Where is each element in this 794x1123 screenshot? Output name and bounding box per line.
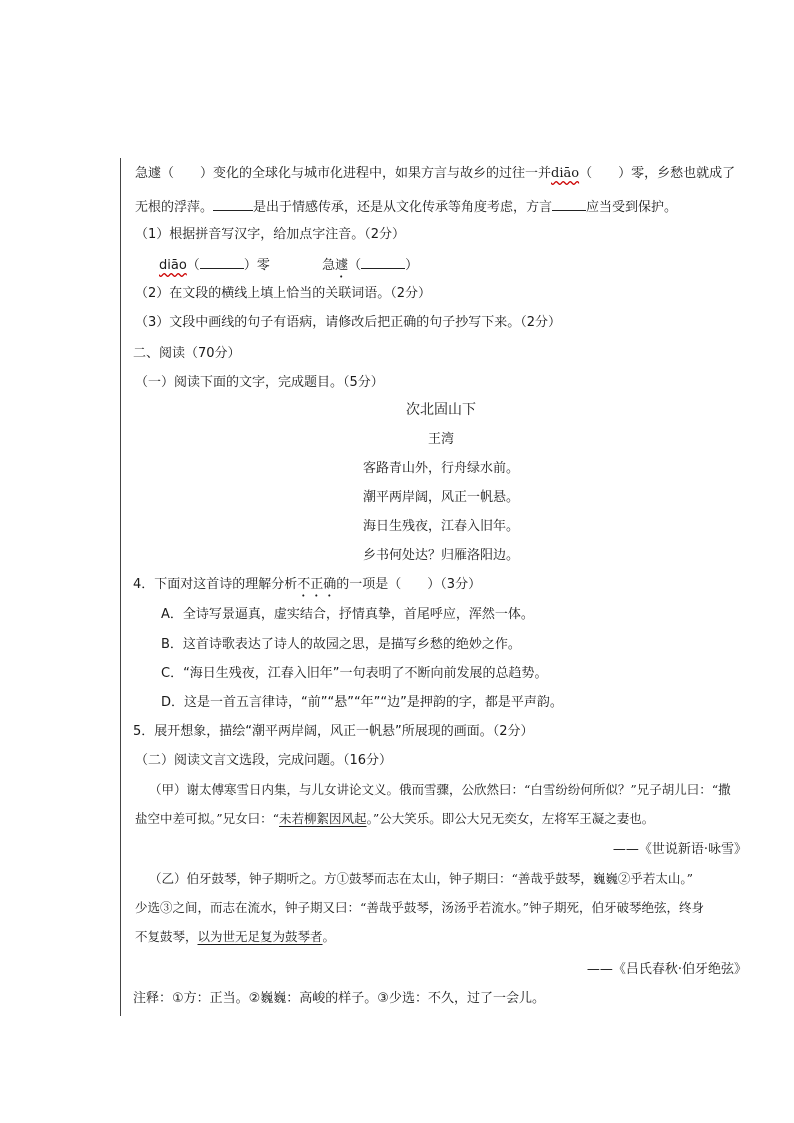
q3-answer-row: diāo（ ）零 急遽（ ）	[159, 258, 419, 273]
jia-source: ——《世说新语·咏雪》	[612, 842, 747, 857]
blank-line[interactable]	[552, 198, 586, 211]
jia-text: 。”公大笑乐。即公大兄无奕女，左将军王凝之妻也。	[366, 811, 655, 826]
passage-text: 是出于情感传承，还是从文化传承等角度考虑，方言	[253, 200, 553, 215]
jia-line-2	[135, 811, 654, 827]
answer-blank-ju[interactable]	[361, 256, 405, 269]
poem-line: 海日生残夜，江春入旧年。	[362, 519, 519, 534]
blank-line[interactable]	[213, 198, 253, 211]
poem-line: 乡书何处达？归雁洛阳边。	[362, 548, 519, 563]
dotted-emphasis: 不正确	[297, 577, 337, 592]
subsection-2: （二）阅读文言文选段，完成问题。（16分）	[135, 753, 393, 768]
q3-part1: （1）根据拼音写汉字，给加点字注音。（2分）	[135, 227, 406, 242]
q4-option-d: D．这是一首五言律诗，“前”“悬”“年”“边”是押韵的字，都是平声韵。	[161, 695, 563, 710]
passage-line-1	[135, 166, 735, 182]
q4-option-c: C．“海日生残夜，江春入旧年”一句表明了不断向前发展的总趋势。	[161, 666, 548, 681]
passage-text: 无根的浮萍。	[135, 200, 214, 215]
q4-stem	[133, 577, 481, 600]
yi-line-1: （乙）伯牙鼓琴，钟子期听之。方①鼓琴而志在太山，钟子期曰：“善哉乎鼓琴，巍巍②乎若太山。”	[149, 871, 694, 886]
yi-source: ——《吕氏春秋·伯牙绝弦》	[586, 962, 747, 977]
q4-option-b: B．这首诗歌表达了诗人的故园之思，是描写乡愁的绝妙之作。	[161, 637, 521, 652]
yi-line-3	[135, 929, 335, 945]
pinyin-item: diāo	[159, 258, 187, 273]
jia-line-1: （甲）谢太傅寒雪日内集，与儿女讲论文义。俄而雪骤，公欣然曰：“白雪纷纷何所似？”兄子胡儿曰：“撒	[149, 782, 731, 797]
poem-line: 潮平两岸阔，风正一帆悬。	[362, 490, 519, 505]
q4-stem-text: 的一项是（ ）（3分）	[336, 577, 482, 592]
poem-author: 王湾	[427, 432, 454, 447]
underlined-sentence: 以为世无足复为鼓琴者	[197, 929, 323, 944]
paren: （	[348, 258, 362, 273]
passage-text: 应当受到保护。	[586, 200, 678, 215]
underlined-sentence: 未若柳絮因风起	[279, 811, 367, 826]
jia-text: 盐空中差可拟。”兄女曰：“	[135, 811, 280, 826]
pinyin-diao: diāo	[551, 166, 580, 181]
paren: （	[186, 258, 200, 273]
subsection-1: （一）阅读下面的文字，完成题目。（5分）	[135, 375, 384, 390]
passage-text: （ ）零，乡愁也就成了	[579, 166, 736, 181]
answer-blank-diao[interactable]	[200, 256, 244, 269]
q3-part3: （3）文段中画线的句子有语病，请修改后把正确的句子抄写下来。（2分）	[135, 315, 562, 330]
passage-text: 急遽（ ）变化的全球化与城市化进程中，如果方言与故乡的过往一并	[135, 166, 552, 181]
q3-part2: （2）在文段的横线上填上恰当的关联词语。（2分）	[135, 286, 432, 301]
section-heading: 二、阅读（70分）	[133, 346, 241, 361]
notes: 注释：①方：正当。②巍巍：高峻的样子。③少选：不久，过了一会儿。	[133, 991, 545, 1006]
yi-text: 不复鼓琴，	[135, 929, 198, 944]
q4-option-a: A．全诗写景逼真，虚实结合，抒情真挚，首尾呼应，浑然一体。	[161, 607, 534, 622]
poem-title: 次北固山下	[406, 402, 476, 418]
margin-rule	[120, 158, 121, 1016]
paren: ）零	[243, 258, 270, 273]
poem-line: 客路青山外，行舟绿水前。	[362, 461, 519, 476]
dotted-char: 遽	[335, 258, 349, 273]
yi-line-2: 少选③之间，而志在流水，钟子期又曰：“善哉乎鼓琴，汤汤乎若流水。”钟子期死，伯牙破琴绝弦，终身	[135, 900, 705, 915]
q5: 5．展开想象，描绘“潮平两岸阔，风正一帆悬”所展现的画面。（2分）	[133, 724, 534, 739]
passage-line-2	[135, 198, 677, 216]
yi-text: 。	[322, 929, 336, 944]
word-item: 急	[322, 258, 336, 273]
q4-stem-text: 4．下面对这首诗的理解分析	[133, 577, 298, 592]
